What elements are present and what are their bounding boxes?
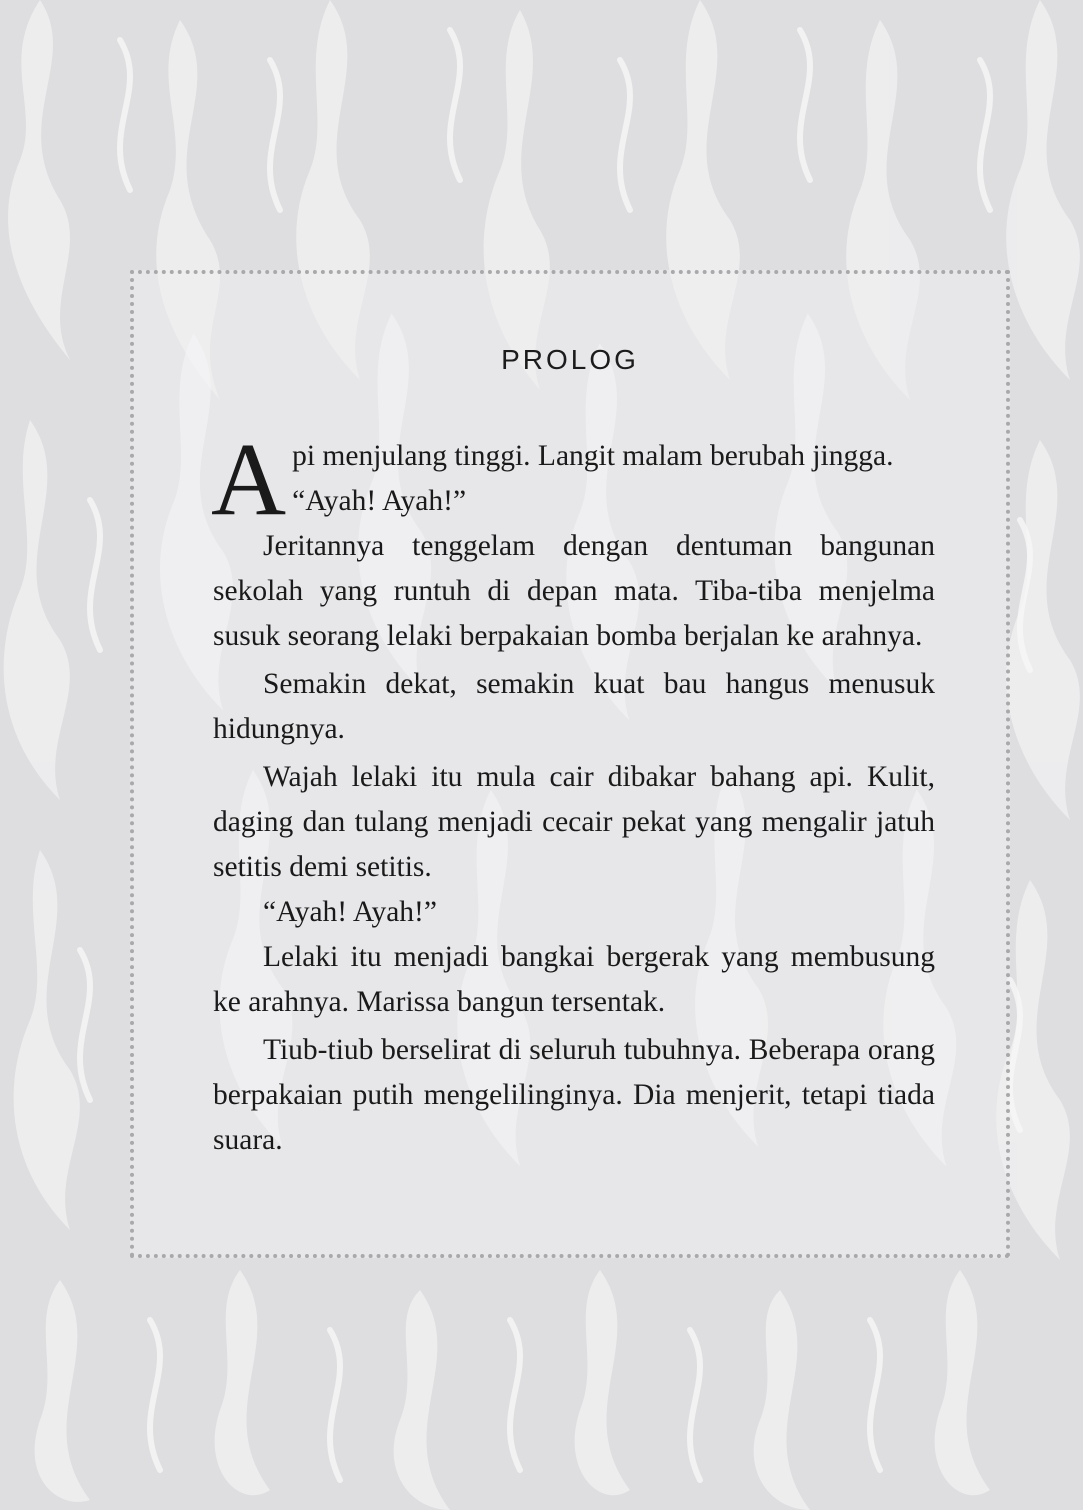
paragraph-8: Tiub-tiub berselirat di seluruh tubuhnya. Beberapa orang berpakaian putih mengelilinginya. Dia menjerit, tetapi tiada suara. (213, 1034, 935, 1156)
drop-cap: A (211, 422, 287, 537)
paragraph-3: Jeritannya tenggelam dengan dentuman bangunan sekolah yang runtuh di depan mata. Tiba-tiba menjelma susuk seorang lelaki berpakaian bomba berjalan ke arahnya. (213, 530, 935, 652)
prologue-frame (130, 270, 1010, 1258)
paragraph-1-text: pi menjulang tinggi. Langit malam berubah jingga. (292, 440, 894, 472)
paragraph-2-text: “Ayah! Ayah!” (292, 485, 467, 517)
paragraph-6: “Ayah! Ayah!” (263, 896, 437, 928)
chapter-heading: PROLOG (501, 344, 639, 375)
paragraph-7: Lelaki itu menjadi bangkai bergerak yang membusung ke arahnya. Marissa bangun tersentak. (213, 941, 935, 1018)
paragraph-5: Wajah lelaki itu mula cair dibakar bahang api. Kulit, daging dan tulang menjadi cecair pekat yang mengalir jatuh setitis demi setitis. (213, 761, 935, 883)
prologue-body (211, 422, 935, 1163)
opening-paragraph (211, 422, 935, 537)
paragraph-4: Semakin dekat, semakin kuat bau hangus menusuk hidungnya. (213, 668, 935, 745)
